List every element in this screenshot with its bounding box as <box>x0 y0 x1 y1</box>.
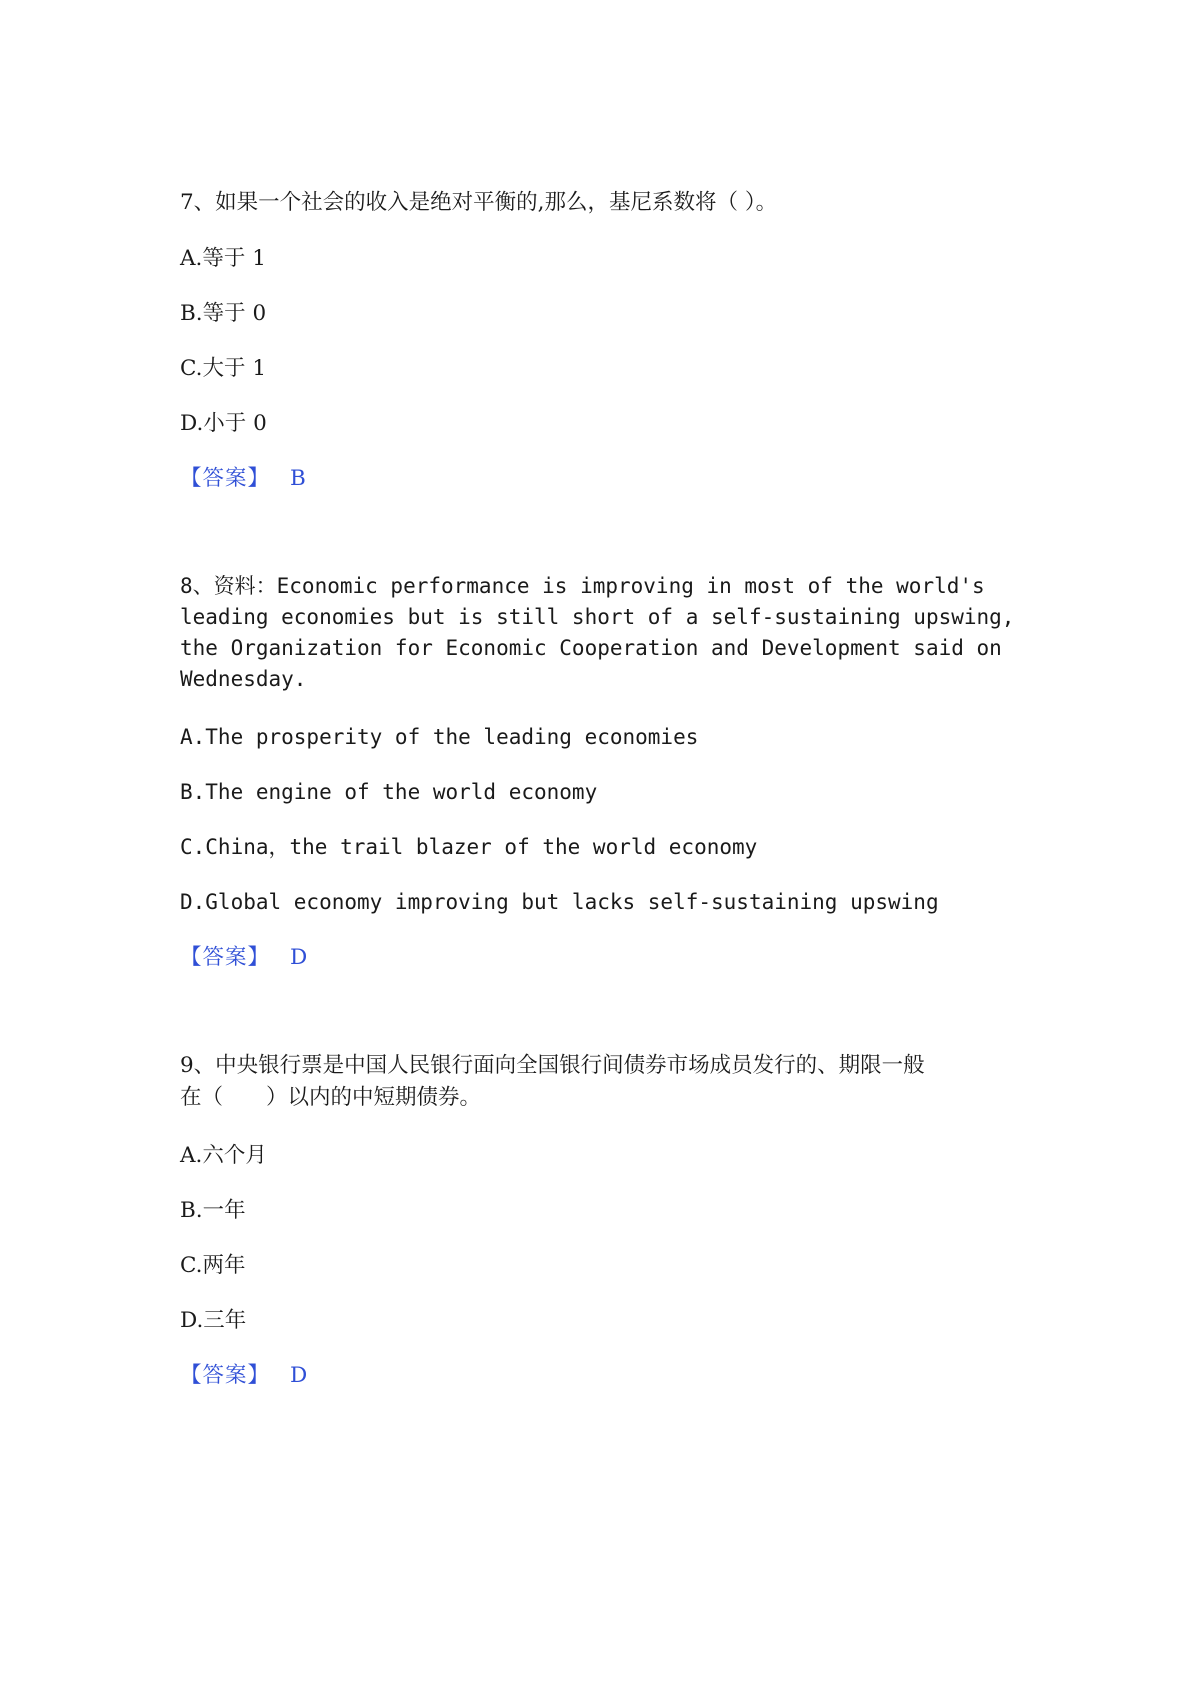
question-7-option-b: B.等于 0 <box>180 301 267 326</box>
question-9-stem-line-1: 9、中央银行票是中国人民银行面向全国银行间债券市场成员发行的、期限一般 <box>180 1053 925 1078</box>
question-8-option-c: C.China，the trail blazer of the world economy <box>180 835 758 859</box>
answer-value: D <box>290 1363 308 1388</box>
answer-value: D <box>290 945 308 970</box>
question-7-answer <box>180 463 306 495</box>
question-9-answer <box>180 1360 307 1392</box>
question-9-option-c: C.两年 <box>180 1253 246 1278</box>
answer-label: 【答案】 <box>180 945 271 970</box>
question-8-stem-line-4: Wednesday. <box>180 667 307 691</box>
question-8-stem-line-2: leading economies but is still short of a self-sustaining upswing, <box>180 605 1015 629</box>
answer-value: B <box>290 466 306 491</box>
question-9-stem-line-2: 在（ ）以内的中短期债券。 <box>180 1085 482 1110</box>
question-7-stem: 7、如果一个社会的收入是绝对平衡的,那么，基尼系数将（ ）。 <box>180 190 778 215</box>
question-7-option-d: D.小于 0 <box>180 411 267 436</box>
question-7-option-a: A.等于 1 <box>180 246 266 271</box>
question-9-option-a: A.六个月 <box>180 1143 267 1168</box>
question-9-option-d: D.三年 <box>180 1308 247 1333</box>
question-8-stem-line-3: the Organization for Economic Cooperation and Development said on <box>180 636 1002 660</box>
question-8-option-d: D.Global economy improving but lacks self-sustaining upswing <box>180 890 939 914</box>
question-9-option-b: B.一年 <box>180 1198 246 1223</box>
question-8-answer <box>180 942 307 974</box>
question-8-option-b: B.The engine of the world economy <box>180 780 598 804</box>
answer-label: 【答案】 <box>180 1363 271 1388</box>
question-8-option-a: A.The prosperity of the leading economies <box>180 725 699 749</box>
answer-label: 【答案】 <box>180 466 271 491</box>
question-8-stem-line-1: 8、资料：Economic performance is improving in most of the world's <box>180 574 985 598</box>
question-7-option-c: C.大于 1 <box>180 356 267 381</box>
